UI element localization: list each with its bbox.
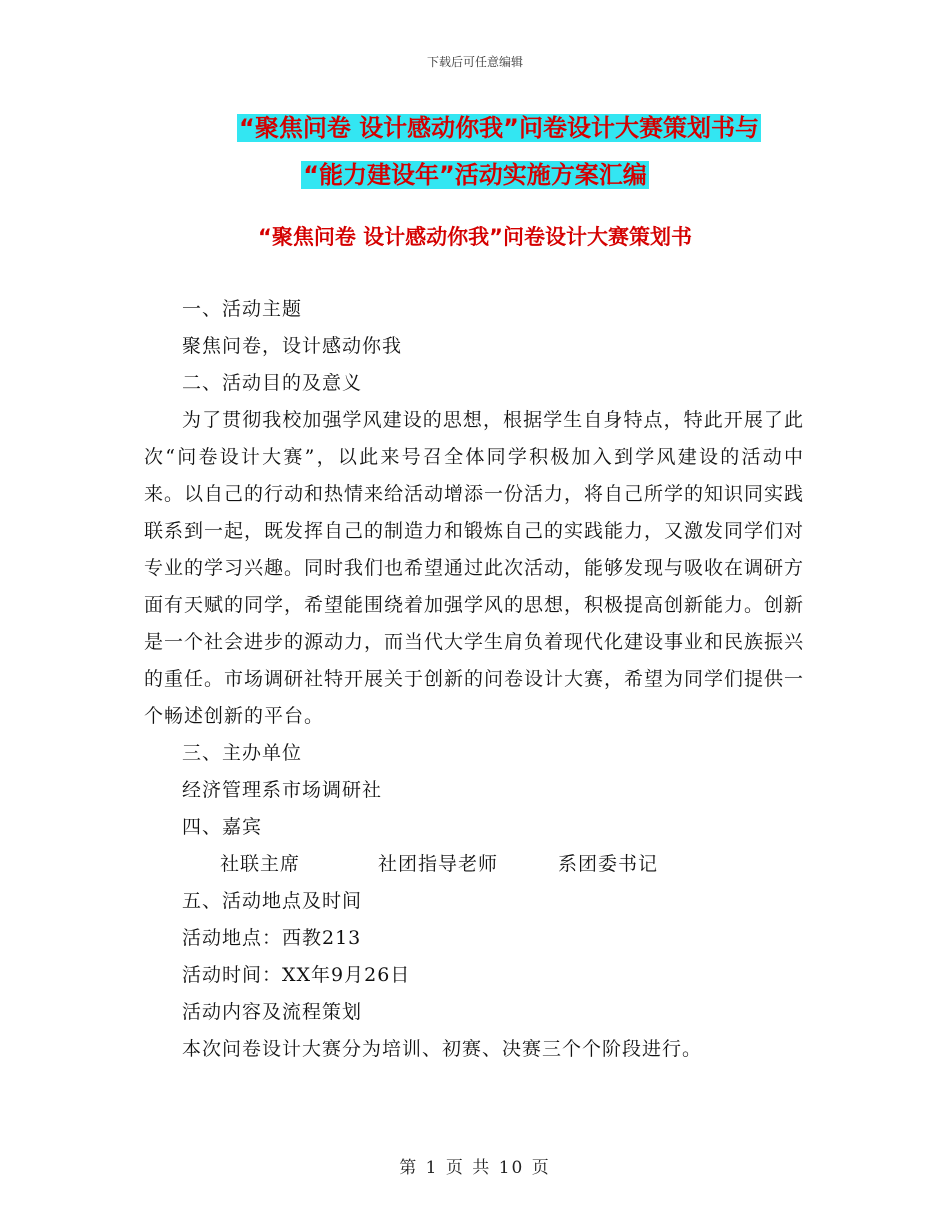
section-4-heading: 四、嘉宾: [182, 816, 263, 838]
section-6-heading: 活动内容及流程策划: [182, 1001, 363, 1023]
section-5-heading: 五、活动地点及时间: [182, 890, 363, 912]
page-footer: 第 1 页 共 10 页: [399, 1158, 551, 1178]
document-title-line-1: [0, 108, 950, 148]
event-time: 活动时间：XX年9月26日: [182, 964, 411, 986]
section-1-heading: 一、活动主题: [182, 298, 303, 320]
event-place: 活动地点：西教213: [182, 927, 362, 949]
section-6-text: 本次问卷设计大赛分为培训、初赛、决赛三个个阶段进行。: [182, 1038, 703, 1060]
document-body: [144, 291, 804, 1068]
guest-2: 社团指导老师: [378, 853, 499, 875]
guest-list: [144, 846, 804, 883]
guest-3: 系团委书记: [558, 853, 659, 875]
section-title: “聚焦问卷 设计感动你我”问卷设计大赛策划书: [258, 225, 692, 249]
title-line-1-text: “聚焦问卷 设计感动你我”问卷设计大赛策划书与: [239, 114, 759, 142]
section-2-heading: 二、活动目的及意义: [182, 372, 363, 394]
section-2-paragraph: 为了贯彻我校加强学风建设的思想，根据学生自身特点，特此开展了此次“问卷设计大赛”，以此来号召全体同学积极加入到学风建设的活动中来。以自己的行动和热情来给活动增添一份活力，将自己所学的知识同实践联系到一起，既发挥自己的制造力和锻炼自己的实践能力，又激发同学们对专业的学习兴趣。同时我们也希望通过此次活动，能够发现与吸收在调研方面有天赋的同学，希望能围绕着加强学风的思想，积极提高创新能力。创新是一个社会进步的源动力，而当代大学生肩负着现代化建设事业和民族振兴的重任。市场调研社特开展关于创新的问卷设计大赛，希望为同学们提供一个畅述创新的平台。: [144, 409, 805, 727]
header-note: 下载后可任意编辑: [426, 55, 523, 69]
section-3-text: 经济管理系市场调研社: [182, 779, 383, 801]
title-line-2-text: “能力建设年”活动实施方案汇编: [303, 161, 647, 189]
document-title-line-2: [0, 155, 950, 195]
section-3-heading: 三、主办单位: [182, 742, 303, 764]
guest-1: 社联主席: [220, 853, 301, 875]
section-1-text: 聚焦问卷，设计感动你我: [182, 335, 403, 357]
